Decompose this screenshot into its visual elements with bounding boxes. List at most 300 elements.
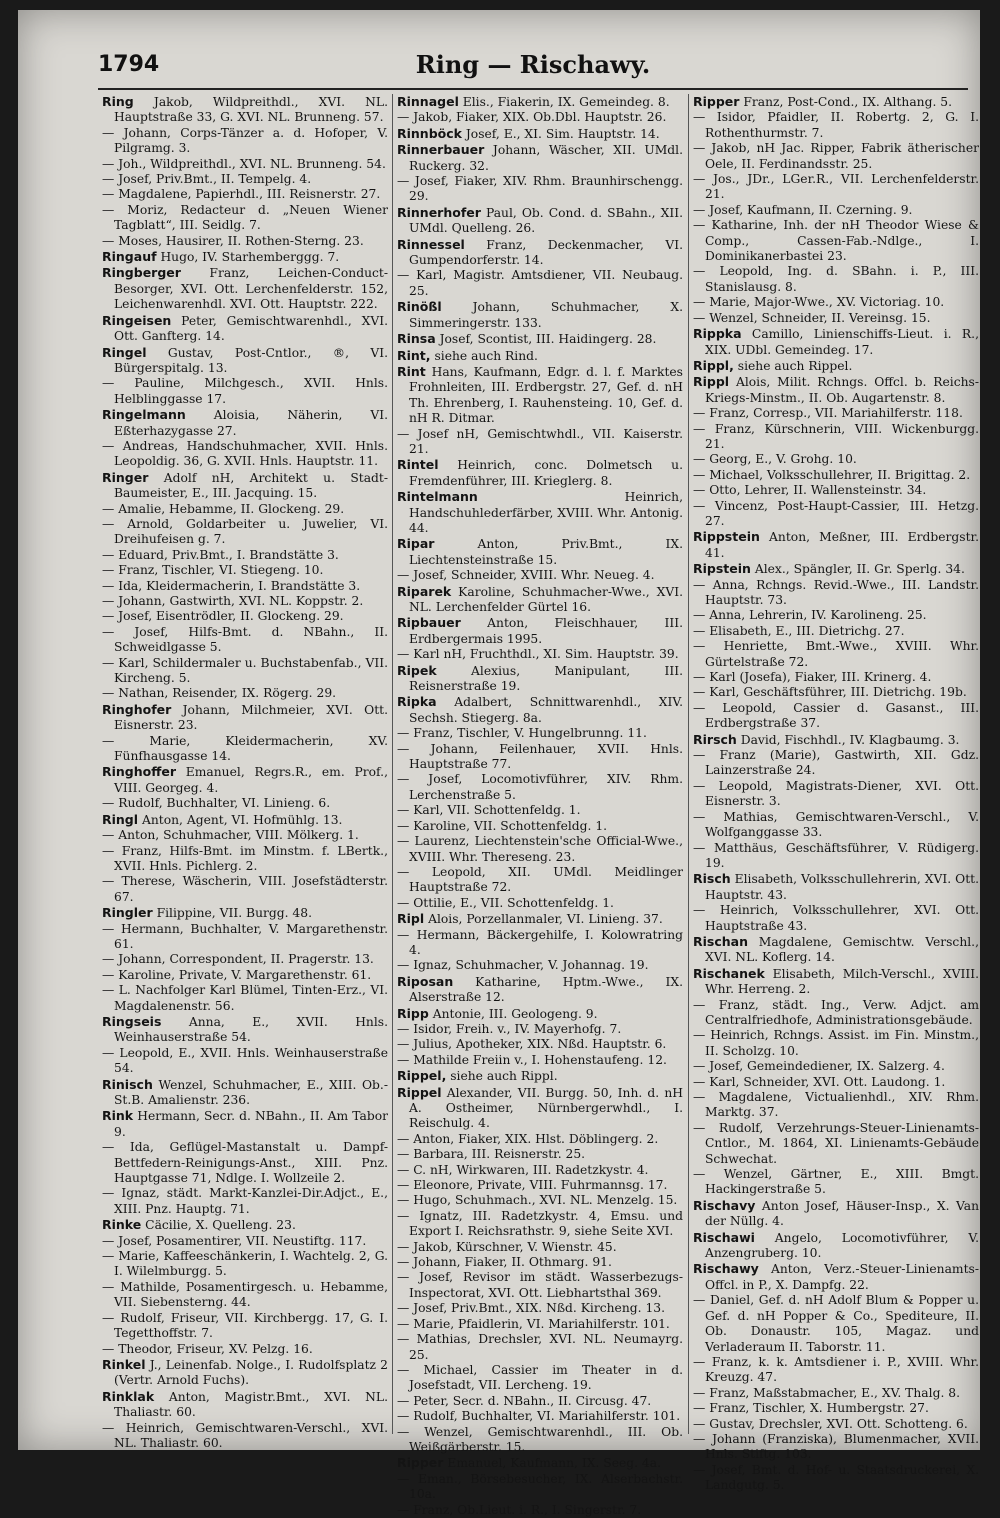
directory-entry: [693, 1121, 979, 1167]
entry-text: — Elisabeth, E., III. Dietrichg. 27.: [693, 623, 905, 638]
entry-text: Josef, E., XI. Sim. Hauptstr. 14.: [461, 126, 660, 141]
entry-text: Hans, Kaufmann, Edgr. d. l. f. Marktes Frohnleiten, III. Erdbergstr. 27, Gef. d. nH Th. Ehrenberg, I. Rauhensteing. 10, Gef. d. nH R. Ditmar.: [409, 364, 683, 426]
entry-text: — Wenzel, Gemischtwarenhdl., III. Ob. Weißgärberstr. 15.: [397, 1424, 683, 1454]
directory-entry: [102, 563, 388, 578]
entry-surname: Rink: [102, 1108, 134, 1124]
directory-entry: [693, 326, 979, 358]
entry-surname: Ripek: [397, 662, 437, 678]
entry-text: — Karl, VII. Schottenfeldg. 1.: [397, 803, 581, 818]
entry-surname: Ringl: [102, 811, 139, 827]
entry-text: — Eleonore, Private, VIII. Fuhrmannsg. 17.: [397, 1178, 668, 1193]
directory-entry: [397, 958, 683, 973]
directory-entry: [102, 470, 388, 502]
directory-entry: [397, 142, 683, 174]
entry-text: — Karoline, VII. Schottenfeldg. 1.: [397, 818, 608, 833]
directory-entry: [693, 1059, 979, 1074]
directory-entry: [693, 406, 979, 421]
directory-entry: [102, 983, 388, 1014]
entry-text: Franz, Leichen-Conduct-Besorger, XVI. Ott. Lerchenfelderstr. 152, Leichenwarenhdl. XVI. Ott. Hauptstr. 222.: [114, 266, 388, 312]
directory-entry: [102, 1280, 388, 1311]
directory-entry: [397, 1147, 683, 1162]
directory-entry: [102, 1077, 388, 1109]
entry-surname: Rinößl: [397, 299, 442, 315]
entry-text: — Josef, Schneider, XVIII. Whr. Neueg. 4.: [397, 568, 655, 583]
directory-entry: [693, 141, 979, 172]
entry-surname: Riparek: [397, 583, 452, 599]
entry-text: — Heinrich, Gemischtwaren-Verschl., XVI. NL. Thaliastr. 60.: [102, 1420, 388, 1450]
directory-entry: [397, 299, 683, 331]
directory-entry: [693, 779, 979, 810]
entry-text: — Barbara, III. Reisnerstr. 25.: [397, 1147, 586, 1162]
entry-text: Anton Josef, Häuser-Insp., X. Van der Nüllg. 4.: [705, 1198, 979, 1229]
entry-text: — Wenzel, Gärtner, E., XIII. Bmgt. Hackingerstraße 5.: [693, 1167, 979, 1197]
directory-entry: [397, 1006, 683, 1022]
entry-surname: Ringler: [102, 905, 153, 921]
directory-entry: [693, 685, 979, 700]
directory-entry: [102, 94, 388, 126]
entry-text: — Heinrich, Volksschullehrer, XVI. Ott. Hauptstraße 43.: [693, 903, 979, 933]
entry-surname: Rippl: [693, 374, 730, 390]
directory-entry: [397, 1363, 683, 1394]
entry-text: — Mathias, Gemischtwaren-Verschl., V. Wolfganggasse 33.: [693, 809, 979, 840]
directory-entry: [397, 742, 683, 773]
entry-text: — Georg, E., V. Grohg. 10.: [693, 452, 857, 467]
entry-text: — Franz, k. k. Amtsdiener i. P., XVIII. Whr. Kreuzg. 47.: [693, 1354, 979, 1385]
directory-entry: [693, 374, 979, 406]
entry-text: — Leopold, E., XVII. Hnls. Weinhauserstraße 54.: [102, 1045, 388, 1076]
entry-text: — Marie, Major-Wwe., XV. Victoriag. 10.: [693, 295, 945, 310]
directory-entry: [693, 468, 979, 483]
entry-text: — Leopold, Magistrats-Diener, XVI. Ott. Eisnerstr. 3.: [693, 778, 979, 809]
entry-text: — Jakob, Fiaker, XIX. Ob.Dbl. Hauptstr. 26.: [397, 110, 667, 125]
entry-text: — Magdalene, Victualienhdl., XIV. Rhm. Marktg. 37.: [693, 1090, 979, 1120]
entry-text: Anton, Verz.-Steuer-Linienamts-Offcl. in P., X. Dampfg. 22.: [705, 1262, 979, 1292]
entry-text: — Josef, Kaufmann, II. Czerning. 9.: [693, 202, 913, 217]
directory-entry: [693, 203, 979, 218]
entry-text: — Joh., Wildpreithdl., XVI. NL. Brunneng. 54.: [102, 156, 386, 171]
entry-surname: Ringhofer: [102, 701, 172, 717]
directory-entry: [102, 249, 388, 265]
entry-text: — Franz, Tischler, VI. Stiegeng. 10.: [102, 563, 324, 578]
entry-text: Magdalene, Gemischtw. Verschl., XVI. NL. Koflerg. 14.: [705, 934, 979, 965]
directory-entry: [397, 427, 683, 458]
entry-text: — Andreas, Handschuhmacher, XVII. Hnls. Leopoldig. 36, G. XVII. Hnls. Hauptstr. 11.: [102, 438, 388, 469]
directory-entry: [693, 871, 979, 903]
entry-surname: Ringseis: [102, 1013, 162, 1029]
directory-entry: [397, 911, 683, 927]
entry-text: Franz, Deckenmacher, VI. Gumpendorferstr. 14.: [409, 237, 683, 268]
entry-text: — Therese, Wäscherin, VIII. Josefstädterstr. 67.: [102, 874, 388, 904]
entry-text: J., Leinenfab. Nolge., I. Rudolfsplatz 2 (Vertr. Arnold Fuchs).: [114, 1357, 388, 1388]
entry-text: — Isidor, Pfaidler, II. Robertg. 2, G. I. Rothenthurmstr. 7.: [693, 110, 979, 140]
entry-text: Alois, Porzellanmaler, VI. Linieng. 37.: [424, 912, 663, 927]
directory-entry: [693, 934, 979, 966]
entry-text: — Ottilie, E., VII. Schottenfeldg. 1.: [397, 895, 614, 910]
directory-entry: [102, 1140, 388, 1186]
entry-text: — Anton, Schuhmacher, VIII. Mölkerg. 1.: [102, 828, 359, 843]
directory-entry: [102, 376, 388, 407]
directory-entry: [397, 1317, 683, 1332]
column-2: [397, 94, 684, 1517]
entry-text: — Jakob, nH Jac. Ripper, Fabrik ätherischer Oele, II. Ferdinandsstr. 25.: [693, 141, 979, 171]
directory-entry: [693, 1463, 979, 1494]
entry-surname: Risch: [693, 871, 731, 887]
entry-text: — Johann, Correspondent, II. Pragerstr. 13.: [102, 952, 374, 967]
directory-entry: [693, 422, 979, 453]
entry-surname: Rirsch: [693, 731, 737, 747]
directory-entry: [397, 726, 683, 741]
entry-text: Hermann, Secr. d. NBahn., II. Am Tabor 9.: [114, 1109, 388, 1139]
entry-surname: Rippstein: [693, 529, 760, 545]
directory-entry: [102, 905, 388, 921]
entry-text: Franz, Post-Cond., IX. Althang. 5.: [739, 95, 953, 109]
directory-entry: [102, 234, 388, 249]
entry-surname: Rinsa: [397, 331, 436, 347]
entry-text: Camillo, Linienschiffs-Lieut. i. R., XIX. UDbl. Gemeindeg. 17.: [705, 327, 979, 357]
entry-text: — Amalie, Hebamme, II. Glockeng. 29.: [102, 501, 345, 516]
entry-text: — Moriz, Redacteur d. „Neuen Wiener Tagblatt“, III. Seidlg. 7.: [102, 202, 388, 233]
directory-entry: [102, 1389, 388, 1421]
directory-entry: [693, 1355, 979, 1386]
entry-text: Paul, Ob. Cond. d. SBahn., XII. UMdl. Quelleng. 26.: [409, 205, 683, 236]
directory-entry: [102, 828, 388, 843]
directory-entry: [397, 1332, 683, 1363]
entry-text: — Franz, städt. Ing., Verw. Adjct. am Centralfriedhofe, Administrationsgebäude.: [693, 997, 979, 1027]
entry-text: — Karl, Geschäftsführer, III. Dietrichg. 19b.: [693, 685, 967, 700]
directory-entry: [693, 1261, 979, 1293]
entry-surname: Rinnagel: [397, 94, 459, 109]
directory-entry: [102, 126, 388, 157]
directory-entry: [102, 502, 388, 517]
directory-entry: [693, 1293, 979, 1355]
entry-text: — Franz, Tischler, X. Humbergstr. 27.: [693, 1401, 929, 1416]
entry-text: — Magdalene, Papierhdl., III. Reisnerstr. 27.: [102, 187, 381, 202]
directory-entry: [102, 1311, 388, 1342]
entry-text: siehe auch Rippel.: [733, 358, 853, 373]
directory-entry: [102, 764, 388, 796]
entry-surname: Rinklak: [102, 1388, 155, 1404]
directory-entry: [693, 701, 979, 732]
directory-entry: [693, 172, 979, 203]
directory-entry: [693, 483, 979, 498]
entry-text: Johann, Wäscher, XII. UMdl. Ruckerg. 32.: [409, 143, 683, 173]
entry-surname: Rinke: [102, 1217, 142, 1233]
entry-text: — Michael, Cassier im Theater in d. Josefstadt, VII. Lercheng. 19.: [397, 1362, 683, 1393]
entry-text: — Rudolf, Friseur, VII. Kirchbergg. 17, G. I. Tegetthoffstr. 7.: [102, 1310, 388, 1341]
directory-entry: [397, 1503, 683, 1518]
entry-text: — Ignaz, städt. Markt-Kanzlei-Dir.Adjct., E., XIII. Pnz. Hauptg. 71.: [102, 1186, 388, 1216]
directory-page: [18, 10, 980, 1517]
entry-text: Emanuel, Regrs.R., em. Prof., VIII. Georgeg. 4.: [114, 765, 388, 795]
entry-text: — Josef nH, Gemischtwhdl., VII. Kaiserstr. 21.: [397, 426, 683, 456]
directory-entry: [397, 1068, 683, 1084]
entry-text: — Jakob, Kürschner, V. Wienstr. 45.: [397, 1239, 617, 1254]
directory-entry: [102, 345, 388, 377]
entry-text: Anton, Agent, VI. Hofmühlg. 13.: [138, 812, 343, 827]
directory-entry: [102, 952, 388, 967]
entry-text: — Franz, Maßstabmacher, E., XV. Thalg. 8.: [693, 1385, 960, 1400]
entry-surname: Ripper: [693, 94, 740, 109]
entry-text: — Leopold, Cassier d. Gasanst., III. Erdbergstraße 37.: [693, 700, 979, 731]
directory-entry: [102, 1046, 388, 1077]
directory-entry: [397, 928, 683, 959]
directory-entry: [693, 608, 979, 623]
directory-entry: [397, 1037, 683, 1052]
entry-text: — Josef, Revisor im städt. Wasserbezugs-Inspectorat, XVI. Ott. Liebhartsthal 369.: [397, 1270, 683, 1300]
directory-entry: [397, 974, 683, 1006]
directory-entry: [102, 1234, 388, 1249]
directory-entry: [397, 615, 683, 647]
entry-surname: Ripka: [397, 694, 437, 710]
entry-text: — Rudolf, Buchhalter, VI. Linieng. 6.: [102, 796, 331, 811]
entry-text: Elisabeth, Milch-Verschl., XVIII. Whr. Herreng. 2.: [705, 966, 979, 997]
directory-entry: [397, 1085, 683, 1132]
entry-surname: Ripbauer: [397, 615, 461, 631]
directory-entry: [102, 922, 388, 953]
directory-entry: [102, 579, 388, 594]
directory-entry: [397, 647, 683, 662]
directory-entry: [397, 663, 683, 695]
directory-entry: [397, 1240, 683, 1255]
directory-entry: [397, 1022, 683, 1037]
directory-entry: [397, 457, 683, 489]
entry-text: — Leopold, XII. UMdl. Meidlinger Hauptstraße 72.: [397, 864, 683, 895]
entry-text: — Franz, Ob.Lieut. i. R., I. Singerstr. 7.: [397, 1502, 642, 1517]
directory-entry: [693, 810, 979, 841]
entry-text: Karoline, Schuhmacher-Wwe., XVI. NL. Lerchenfelder Gürtel 16.: [409, 584, 683, 614]
directory-entry: [397, 1455, 683, 1471]
entry-text: — Franz, Kürschnerin, VIII. Wickenburgg. 21.: [693, 421, 979, 451]
entry-text: Alexius, Manipulant, III. Reisnerstraße 19.: [409, 663, 683, 694]
entry-text: — Wenzel, Schneider, II. Vereinsg. 15.: [693, 310, 931, 325]
entry-text: — Eman., Börsebesucher, IX. Alserbachstr. 10a.: [397, 1471, 683, 1502]
directory-entry: [102, 625, 388, 656]
entry-text: — Franz (Marie), Gastwirth, XII. Gdz. Lainzerstraße 24.: [693, 748, 979, 778]
directory-entry: [102, 1014, 388, 1046]
entry-text: — Henriette, Bmt.-Wwe., XVIII. Whr. Gürtelstraße 72.: [693, 639, 979, 669]
page-header: [98, 48, 968, 90]
directory-entry: [102, 172, 388, 187]
directory-entry: [102, 517, 388, 548]
entry-text: — Eduard, Priv.Bmt., I. Brandstätte 3.: [102, 547, 339, 562]
directory-entry: [693, 1075, 979, 1090]
entry-text: — Ignatz, III. Radetzkystr. 4, Emsu. und Export I. Reichsrathstr. 9, siehe Seite XVI.: [397, 1208, 683, 1239]
entry-surname: Rischawi: [693, 1229, 755, 1245]
directory-entry: [693, 670, 979, 685]
directory-entry: [397, 268, 683, 299]
entry-text: — Karl, Schildermaler u. Buchstabenfab., VII. Kircheng. 5.: [102, 655, 388, 686]
directory-entry: [693, 1167, 979, 1198]
entry-text: Gustav, Post-Cntlor., ®, VI. Bürgerspitalg. 13.: [114, 345, 388, 375]
directory-entry: [397, 819, 683, 834]
page-number: 1794: [98, 52, 160, 77]
entry-text: Jakob, Wildpreithdl., XVI. NL. Hauptstraße 33, G. XVI. NL. Brunneng. 57.: [114, 95, 388, 125]
entry-surname: Rinisch: [102, 1076, 153, 1092]
entry-text: — Jos., JDr., LGer.R., VII. Lerchenfelderstr. 21.: [693, 172, 979, 202]
entry-surname: Ringel: [102, 344, 147, 360]
entry-surname: Rinkel: [102, 1356, 146, 1372]
entry-surname: Ripp: [397, 1005, 429, 1021]
entry-text: — Hugo, Schuhmach., XVI. NL. Menzelg. 15.: [397, 1193, 678, 1208]
directory-entry: [397, 1178, 683, 1193]
entry-surname: Ring: [102, 94, 134, 109]
directory-entry: [693, 529, 979, 561]
entry-text: — Ida, Kleidermacherin, I. Brandstätte 3.: [102, 578, 361, 593]
entry-text: — Daniel, Gef. d. nH Adolf Blum & Popper u. Gef. d. nH Popper & Co., Spediteure, II. Ob. Donaustr. 105, Magaz. und Verladeraum II. Taborstr. 11.: [693, 1293, 979, 1354]
directory-entry: [102, 1108, 388, 1140]
entry-text: — Mathilde Freiin v., I. Hohenstaufeng. 12.: [397, 1052, 667, 1067]
directory-entry: [102, 548, 388, 563]
entry-surname: Rinnerbauer: [397, 142, 485, 158]
entry-text: — Franz, Corresp., VII. Mariahilferstr. 118.: [693, 406, 963, 421]
directory-entry: [397, 489, 683, 536]
entry-text: — Johann, Corps-Tänzer a. d. Hofoper, V. Pilgramg. 3.: [102, 125, 388, 156]
entry-text: — Matthäus, Geschäftsführer, V. Rüdigerg. 19.: [693, 840, 979, 870]
directory-entry: [397, 205, 683, 237]
directory-entry: [397, 1132, 683, 1147]
directory-entry: [397, 584, 683, 616]
directory-entry: [693, 311, 979, 326]
directory-entry: [102, 968, 388, 983]
entry-surname: Rinnböck: [397, 125, 462, 141]
column-divider: [688, 94, 689, 1434]
directory-entry: [102, 313, 388, 345]
entry-text: Peter, Gemischtwarenhdl., XVI. Ott. Ganfterg. 14.: [114, 313, 388, 344]
directory-entry: [102, 609, 388, 624]
entry-surname: Ringelmann: [102, 407, 186, 423]
directory-entry: [397, 174, 683, 205]
directory-entry: [102, 439, 388, 470]
directory-entry: [102, 157, 388, 172]
entry-surname: Ripl: [397, 911, 425, 927]
directory-entry: [397, 803, 683, 818]
entry-text: Anton, Priv.Bmt., IX. Liechtensteinstraße 15.: [409, 537, 683, 567]
entry-text: Filippine, VII. Burgg. 48.: [152, 906, 312, 921]
entry-text: — Marie, Kaffeeschänkerin, I. Wachtelg. 2, G. I. Wilelmburgg. 5.: [102, 1249, 388, 1279]
entry-surname: Ringauf: [102, 249, 157, 265]
entry-text: — Karl nH, Fruchthdl., XI. Sim. Hauptstr. 39.: [397, 647, 679, 662]
directory-entry: [397, 94, 683, 110]
entry-text: Adolf nH, Architekt u. Stadt-Baumeister, E., III. Jacquing. 15.: [114, 470, 388, 501]
directory-entry: [102, 1342, 388, 1357]
directory-entry: [693, 452, 979, 467]
entry-text: David, Fischhdl., IV. Klagbaumg. 3.: [736, 732, 960, 747]
entry-text: — Franz, Hilfs-Bmt. im Minstm. f. LBertk., XVII. Hnls. Pichlerg. 2.: [102, 843, 388, 873]
directory-entry: [397, 364, 683, 427]
entry-text: — Peter, Secr. d. NBahn., II. Circusg. 47.: [397, 1393, 652, 1408]
directory-entry: [693, 295, 979, 310]
directory-entry: [102, 1357, 388, 1389]
directory-entry: [102, 594, 388, 609]
directory-entry: [693, 499, 979, 530]
entry-text: Aloisia, Näherin, VI. Eßterhazygasse 27.: [114, 408, 388, 438]
entry-text: — Mathias, Drechsler, XVI. NL. Neumayrg. 25.: [397, 1332, 683, 1362]
entry-surname: Ripper: [397, 1455, 444, 1471]
entry-text: — Isidor, Freih. v., IV. Mayerhofg. 7.: [397, 1021, 622, 1036]
directory-entry: [693, 110, 979, 141]
entry-text: Heinrich, Handschuhlederfärber, XVIII. Whr. Antonig. 44.: [409, 490, 684, 535]
entry-text: — Marie, Pfaidlerin, VI. Mariahilferstr. 101.: [397, 1316, 670, 1331]
entry-text: — Josef, Fiaker, XIV. Rhm. Braunhirschengg. 29.: [397, 174, 683, 204]
directory-entry: [693, 1198, 979, 1230]
entry-text: — Heinrich, Rchngs. Assist. im Fin. Minstm., II. Scholzg. 10.: [693, 1028, 979, 1058]
entry-text: Johann, Schuhmacher, X. Simmeringerstr. 133.: [409, 300, 683, 330]
entry-text: — Johann, Gastwirth, XVI. NL. Koppstr. 2.: [102, 594, 364, 608]
directory-entry: [102, 656, 388, 687]
entry-text: — Vincenz, Post-Haupt-Cassier, III. Hetzg. 27.: [693, 498, 979, 528]
entry-surname: Rintelmann: [397, 489, 478, 505]
entry-text: Elisabeth, Volksschullehrerin, XVI. Ott. Hauptstr. 43.: [705, 872, 979, 902]
entry-surname: Rischan: [693, 933, 748, 949]
column-3: [693, 94, 979, 1493]
directory-entry: [397, 1193, 683, 1208]
entry-surname: Rischavy: [693, 1197, 756, 1213]
directory-entry: [693, 561, 979, 577]
directory-entry: [397, 126, 683, 142]
entry-surname: Rippel,: [397, 1068, 447, 1084]
directory-entry: [102, 203, 388, 234]
entry-text: Antonie, III. Geologeng. 9.: [428, 1006, 598, 1021]
entry-text: — Josef, Priv.Bmt., II. Tempelg. 4.: [102, 172, 312, 187]
entry-text: — Hermann, Buchhalter, V. Margarethenstr. 61.: [102, 921, 388, 951]
directory-entry: [693, 218, 979, 264]
entry-text: — Karl (Josefa), Fiaker, III. Krinerg. 4.: [693, 670, 932, 685]
entry-text: — Rudolf, Verzehrungs-Steuer-Linienamts-Cntlor., M. 1864, XI. Linienamts-Gebäude Schwechat.: [693, 1120, 979, 1166]
entry-text: Josef, Scontist, III. Haidingerg. 28.: [435, 332, 657, 347]
directory-entry: [102, 796, 388, 811]
entry-text: — Ignaz, Schuhmacher, V. Johannag. 19.: [397, 958, 649, 973]
entry-surname: Rischanek: [693, 965, 765, 981]
entry-text: — Anna, Lehrerin, IV. Karolineng. 25.: [693, 608, 927, 623]
entry-text: — Laurenz, Liechtenstein'sche Official-Wwe., XVIII. Whr. Thereseng. 23.: [397, 834, 683, 864]
directory-entry: [102, 702, 388, 734]
entry-text: Heinrich, conc. Dolmetsch u. Fremdenführer, III. Krieglerg. 8.: [409, 458, 683, 488]
entry-surname: Rintel: [397, 457, 439, 473]
entry-text: Anton, Meßner, III. Erdbergstr. 41.: [705, 530, 979, 560]
directory-entry: [693, 841, 979, 872]
directory-entry: [102, 407, 388, 439]
entry-text: Alex., Spängler, II. Gr. Sperlg. 34.: [750, 562, 965, 577]
entry-text: — Karl, Schneider, XVI. Ott. Laudong. 1.: [693, 1074, 946, 1089]
directory-entry: [397, 1163, 683, 1178]
entry-text: — Rudolf, Buchhalter, VI. Mariahilferstr. 101.: [397, 1409, 681, 1424]
entry-surname: Ringer: [102, 469, 149, 485]
directory-entry: [397, 1394, 683, 1409]
directory-entry: [693, 732, 979, 748]
entry-text: Anna, E., XVII. Hnls. Weinhauserstraße 54.: [114, 1014, 388, 1045]
entry-surname: Rinnerhofer: [397, 204, 481, 220]
directory-entry: [397, 896, 683, 911]
entry-text: — Josef, Hilfs-Bmt. d. NBahn., II. Schweidlgasse 5.: [102, 624, 388, 655]
entry-text: — Hermann, Bäckergehilfe, I. Kolowratring 4.: [397, 927, 683, 957]
entry-surname: Riposan: [397, 973, 454, 989]
entry-text: Anton, Fleischhauer, III. Erdbergermais 1995.: [409, 616, 683, 646]
entry-text: — Josef, Priv.Bmt., XIX. Nßd. Kircheng. 13.: [397, 1301, 665, 1316]
directory-entry: [693, 578, 979, 609]
column-divider: [392, 94, 393, 1434]
entry-surname: Ripstein: [693, 561, 751, 577]
entry-text: Anton, Magistr.Bmt., XVI. NL. Thaliastr. 60.: [114, 1389, 388, 1420]
directory-entry: [693, 998, 979, 1029]
entry-text: — Theodor, Friseur, XV. Pelzg. 16.: [102, 1341, 313, 1356]
entry-surname: Rischawy: [693, 1261, 759, 1277]
entry-text: — Josef, Gemeindediener, IX. Salzerg. 4.: [693, 1059, 945, 1074]
entry-text: — Nathan, Reisender, IX. Rögerg. 29.: [102, 686, 337, 701]
directory-entry: [102, 1249, 388, 1280]
entry-text: — Julius, Apotheker, XIX. Nßd. Hauptstr. 6.: [397, 1037, 667, 1052]
directory-entry: [102, 686, 388, 701]
entry-surname: Rippka: [693, 326, 742, 342]
